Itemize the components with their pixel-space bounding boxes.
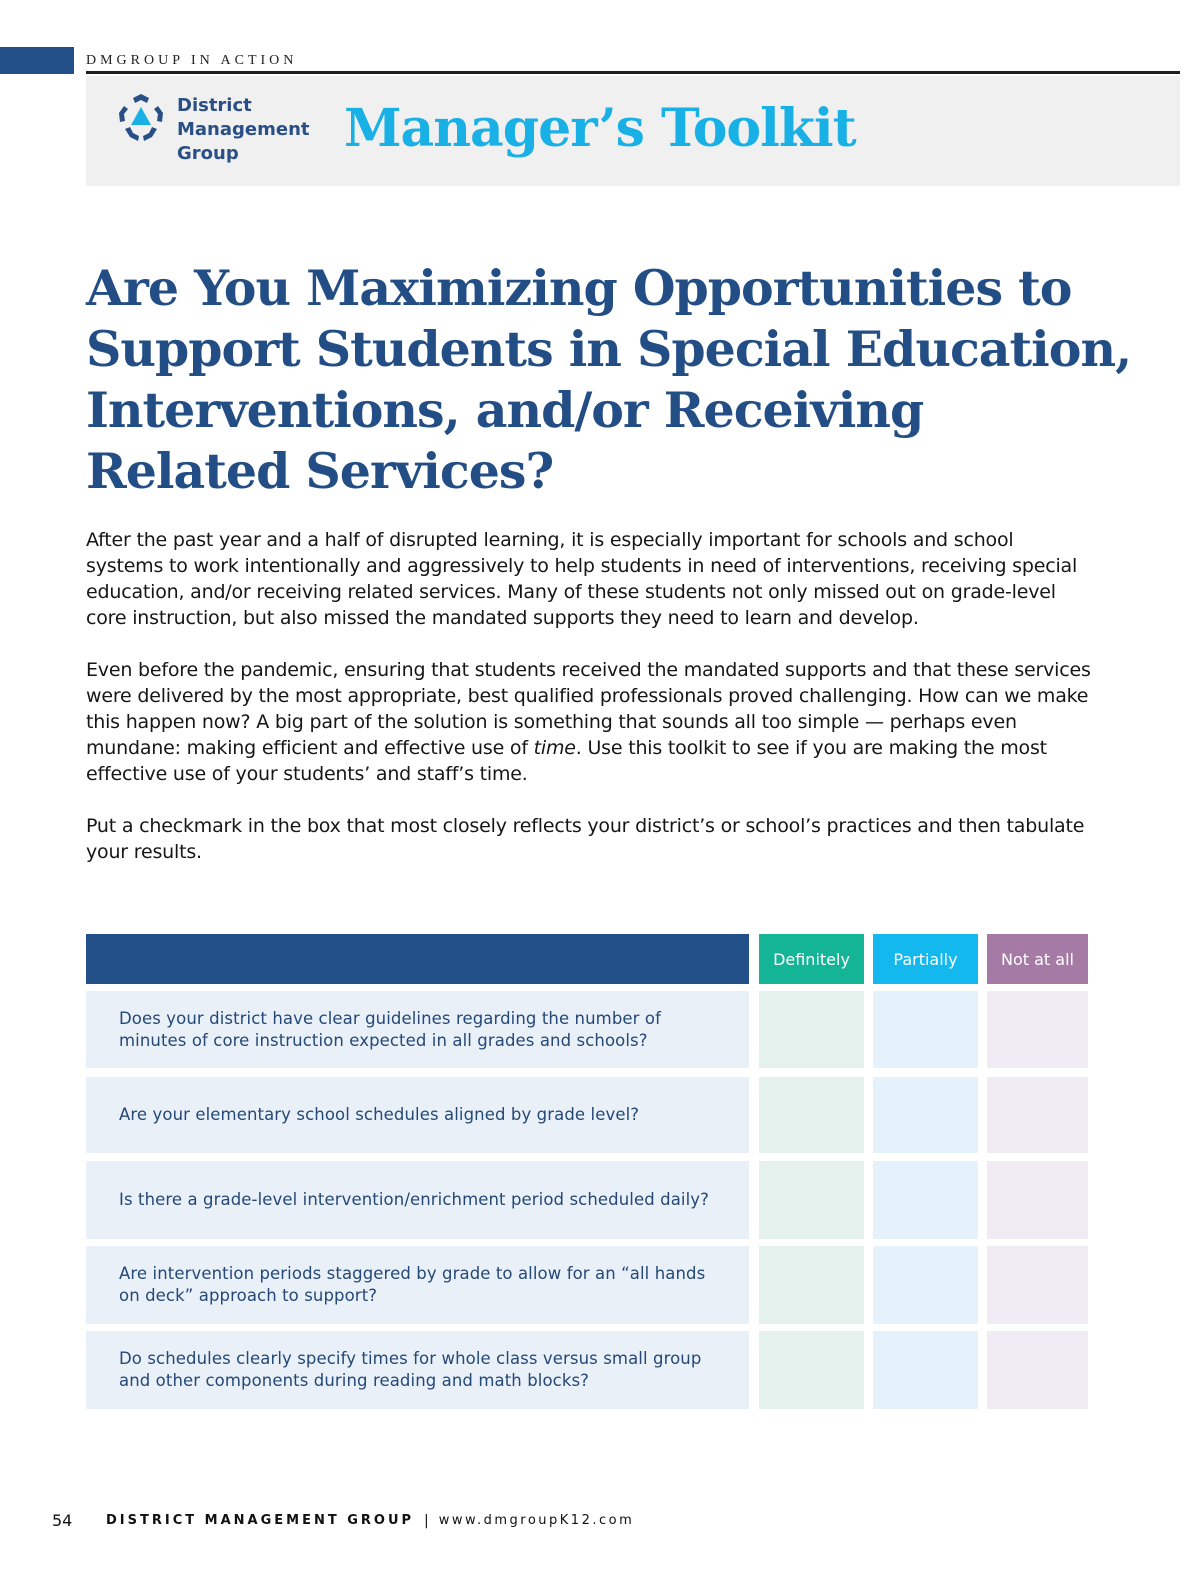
dmgroup-logo-icon [116,94,166,144]
question-row: Are intervention periods staggered by grade to allow for an “all hands on deck” approach to support? [86,1246,749,1324]
column-header-definitely: Definitely [759,934,864,984]
checkbox-not-at-all[interactable] [987,1161,1088,1239]
column-header-not-at-all: Not at all [987,934,1088,984]
checkbox-not-at-all[interactable] [987,1246,1088,1324]
checkbox-definitely[interactable] [759,1246,864,1324]
checkbox-not-at-all[interactable] [987,1331,1088,1409]
section-label: DMGROUP IN ACTION [86,53,298,68]
title-line: Interventions, and/or Receiving [86,381,924,439]
top-rule [86,71,1180,74]
question-row: Does your district have clear guidelines regarding the number of minutes of core instruction expected in all grades and schools? [86,991,749,1068]
checkbox-partially[interactable] [873,1077,978,1153]
top-accent-bar [0,47,74,74]
checkbox-not-at-all[interactable] [987,1077,1088,1153]
logo-line: District [177,95,252,116]
instructions-paragraph: Put a checkmark in the box that most closely reflects your district’s or school’s practices and then tabulate your results. [86,815,1085,863]
paragraph-text: Even before the pandemic, ensuring that students received the mandated supports and that these services were delivered by the most appropriate, best qualified professionals proved challenging. How can we make this happen now? A big part of the solution is something that sounds all too simple — perhaps even mundane: making efficient and effective use of [86,659,1091,759]
page-number: 54 [52,1511,73,1530]
emphasis-text: time [533,737,576,759]
page-footer [52,1511,634,1530]
checkbox-partially[interactable] [873,991,978,1068]
footer-separator: | [424,1512,429,1529]
toolkit-header [86,76,1180,186]
logo-wordmark [177,94,310,166]
intro-paragraph-2 [86,657,1096,787]
toolkit-title: Manager’s Toolkit [344,98,856,159]
checkbox-partially[interactable] [873,1161,978,1239]
checkbox-definitely[interactable] [759,1077,864,1153]
title-line: Are You Maximizing Opportunities to [86,259,1072,317]
checkbox-not-at-all[interactable] [987,991,1088,1068]
question-row: Is there a grade-level intervention/enrichment period scheduled daily? [86,1161,749,1239]
title-line: Related Services? [86,442,554,500]
title-line: Support Students in Special Education, [86,320,1132,378]
logo-line: Group [177,143,239,164]
table-header-bar [86,934,749,984]
question-row: Do schedules clearly specify times for whole class versus small group and other components during reading and math blocks? [86,1331,749,1409]
logo-line: Management [177,119,310,140]
checkbox-definitely[interactable] [759,1331,864,1409]
footer-org-name: DISTRICT MANAGEMENT GROUP [106,1513,415,1528]
paragraph-text: . Use this toolkit to see if you are making the most effective use of your students’ and staff’s time. [86,737,1047,785]
intro-paragraph-1: After the past year and a half of disrupted learning, it is especially important for schools and school systems to work intentionally and aggressively to help students in need of interventions, receiving special education, and/or receiving related services. Many of these students not only missed out on grade-level core instruction, but also missed the mandated supports they need to learn and develop. [86,529,1078,629]
column-header-partially: Partially [873,934,978,984]
checkbox-partially[interactable] [873,1246,978,1324]
question-row: Are your elementary school schedules aligned by grade level? [86,1077,749,1153]
page-title [86,258,1132,502]
footer-url-link[interactable]: www.dmgroupK12.com [438,1513,635,1528]
checkbox-definitely[interactable] [759,1161,864,1239]
checkbox-partially[interactable] [873,1331,978,1409]
checkbox-definitely[interactable] [759,991,864,1068]
